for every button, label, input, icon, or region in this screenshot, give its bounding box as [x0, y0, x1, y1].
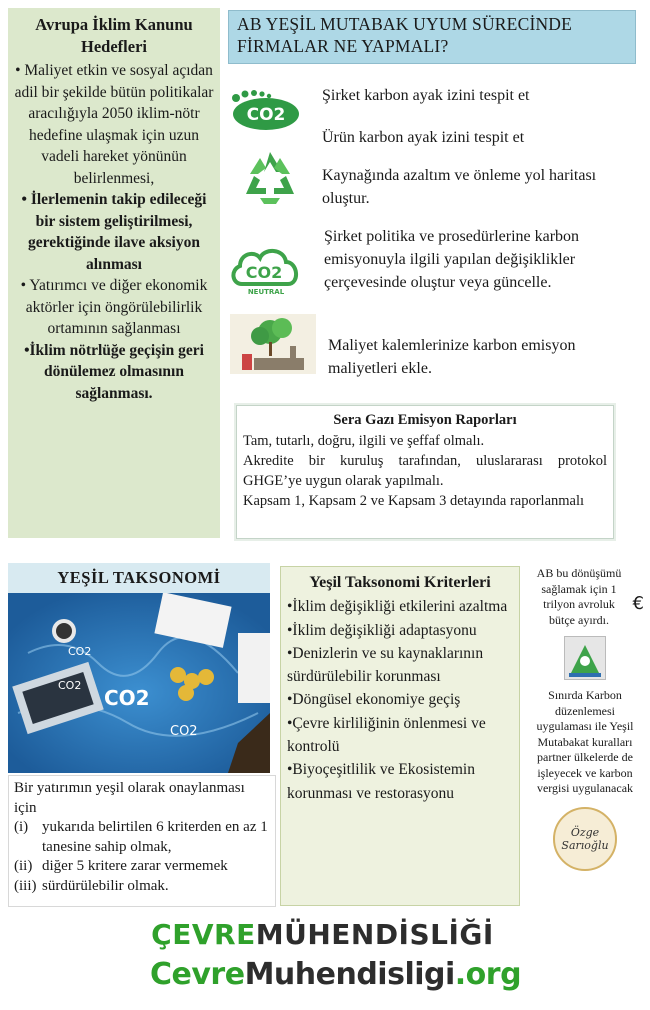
cbam-text: Sınırda Karbon düzenlemesi uygulaması ile Yeşil Mutabakat kuralları partner ülkelerde de işleyecek ve karbon vergisi uygulanacak [536, 688, 634, 795]
logo-title [150, 915, 495, 955]
signature-text: Özge Sarıoğlu [561, 825, 609, 852]
step-text: Maliyet kalemlerinize karbon emisyon maliyetleri ekle. [328, 337, 576, 377]
site-part: .org [454, 957, 522, 992]
ghg-line: Akredite bir kuruluş tarafından, uluslararası protokol GHGE’ye uygun olarak yapılmalı. [243, 453, 607, 489]
item-number: (iii) [14, 877, 37, 894]
euro-icon: € [632, 593, 644, 614]
climate-law-item: • Yatırımcı ve diğer ekonomik aktörler için öngörülebilirlik ortamının sağlanması [20, 277, 208, 337]
step-text: Kaynağında azaltım ve önleme yol haritası oluştur. [322, 167, 597, 207]
signature-logo [553, 807, 617, 871]
criteria-item: •Biyoçeşitlilik ve Ekosistemin korunması ve restorasyonu [287, 761, 475, 802]
budget-text: AB bu dönüşümü sağlamak için 1 trilyon avroluk bütçe ayırdı. [536, 566, 622, 627]
criteria-item: •Döngüsel ekonomiye geçiş [287, 691, 461, 709]
ghg-title: Sera Gazı Emisyon Raporları [333, 412, 517, 428]
logo-part: ÇEVRE [151, 918, 256, 951]
logo-part: MÜHENDİSLİĞİ [255, 918, 494, 951]
criteria-item: •İklim değişikliği adaptasyonu [287, 621, 477, 639]
item-text: sürdürülebilir olmak. [42, 877, 169, 894]
side-column [526, 566, 644, 916]
criteria-item: •İklim değişikliği etkilerini azaltma [287, 598, 508, 616]
taxonomy-illustration [8, 593, 270, 773]
co2-tax-icon [564, 636, 606, 680]
ghg-line: Tam, tutarlı, doğru, ilgili ve şeffaf olmalı. [243, 433, 485, 449]
taxonomy-conditions [8, 775, 276, 907]
item-text: yukarıda belirtilen 6 kriterden en az 1 tanesine sahip olmak, [42, 819, 268, 855]
list-item [14, 877, 270, 897]
co2-footprint-icon [228, 88, 302, 134]
climate-law-item: • Maliyet etkin ve sosyal açıdan adil bir şekilde bütün politikalar aracılığıyla 2050 iklim-nötr hedefine ulaşmak için uzun vadeli hareket yönünün belirlenmesi, [14, 62, 214, 187]
budget-note [526, 566, 644, 628]
green-deal-title: AB YEŞİL MUTABAK UYUM SÜRECİNDE FİRMALAR NE YAPMALI? [228, 10, 636, 64]
co2-label: CO2 [68, 645, 92, 658]
step-text: Şirket politika ve prosedürlerine karbon emisyonuyla ilgili yapılan değişiklikler çerçevesinde oluştur veya güncelle. [324, 228, 580, 291]
climate-law-item: • İlerlemenin takip edileceği bir sistem geliştirilmesi, gerektiğinde ilave aksiyon alınması [21, 191, 207, 273]
step-text: Ürün karbon ayak izini tespit et [322, 129, 525, 146]
site-part: Muhendisligi [244, 957, 455, 992]
criteria-item: •Çevre kirliliğinin önlenmesi ve kontrolü [287, 714, 486, 756]
co2-label: CO2 [246, 105, 286, 125]
co2-label: CO2 [170, 724, 198, 739]
criteria-title: Yeşil Taksonomi Kriterleri [309, 574, 491, 591]
step-text: Şirket karbon ayak izini tespit et [322, 87, 530, 104]
climate-law-panel [8, 8, 220, 538]
item-number: (ii) [14, 858, 33, 874]
recycle-icon [238, 146, 302, 210]
co2-neutral-icon [228, 240, 304, 296]
climate-law-item: •İklim nötrlüğe geçişin geri dönülemez olmasının sağlanması. [24, 341, 204, 402]
taxonomy-criteria-box [280, 566, 520, 906]
ghg-line: Kapsam 1, Kapsam 2 ve Kapsam 3 detayında raporlanmalı [243, 493, 585, 509]
climate-law-title: Avrupa İklim Kanunu Hedefleri [35, 15, 193, 56]
co2-label: CO2 [245, 263, 283, 282]
co2-label: CO2 [58, 679, 82, 692]
item-text: diğer 5 kritere zarar vermemek [42, 858, 228, 874]
item-number: (i) [14, 819, 29, 835]
taxonomy-intro: Bir yatırımın yeşil olarak onaylanması için [14, 780, 245, 816]
ghg-reports-box [236, 405, 614, 539]
factory-tree-icon [230, 314, 316, 374]
co2-label: CO2 [104, 686, 150, 710]
list-item [14, 857, 270, 877]
logo-site [150, 955, 522, 995]
criteria-item: •Denizlerin ve su kaynaklarının sürdürülebilir korunması [287, 644, 484, 686]
site-part: Cevre [150, 957, 245, 992]
site-logo[interactable] [150, 915, 522, 1005]
neutral-label: NEUTRAL [247, 288, 285, 296]
taxonomy-title: YEŞİL TAKSONOMİ [8, 563, 270, 593]
list-item [14, 818, 270, 857]
